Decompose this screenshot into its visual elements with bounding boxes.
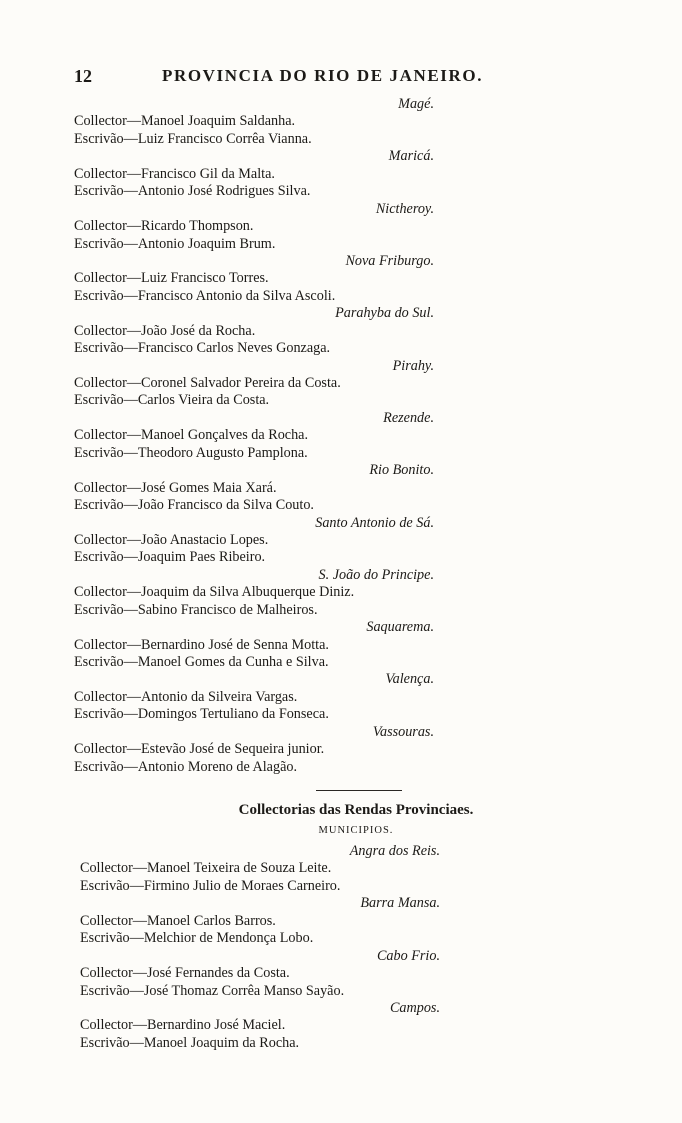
municipality-name: Saquarema.	[366, 619, 434, 636]
role-label: Escrivão	[80, 982, 130, 999]
section-title: Collectorias das Rendas Provinciaes.	[238, 802, 474, 818]
collector-line	[74, 218, 434, 235]
collector-line	[80, 965, 440, 982]
clerk-line	[74, 654, 434, 671]
dash-separator: —	[123, 392, 138, 409]
role-label: Collector	[80, 912, 133, 929]
role-label: Collector	[80, 965, 133, 982]
role-label: Escrivão	[80, 877, 130, 894]
municipality-name: Santo Antonio de Sá.	[315, 514, 434, 531]
person-name: José Thomaz Corrêa Manso Sayão.	[143, 982, 345, 999]
collectoria-entry	[74, 515, 434, 567]
municipality-name: S. João do Principe.	[318, 566, 434, 583]
dash-separator: —	[126, 427, 141, 444]
dash-separator: —	[123, 758, 138, 775]
person-name: Francisco Antonio da Silva Ascoli.	[137, 287, 336, 304]
clerk-line	[74, 340, 434, 357]
collectoria-entry	[74, 567, 434, 619]
person-name: Carlos Vieira da Costa.	[137, 392, 270, 409]
person-name: Manoel Gonçalves da Rocha.	[140, 427, 309, 444]
collector-line	[74, 166, 434, 183]
person-name: Theodoro Augusto Pamplona.	[137, 444, 308, 461]
dash-separator: —	[126, 270, 141, 287]
collectoria-entry	[80, 1000, 440, 1052]
person-name: José Fernandes da Costa.	[146, 965, 290, 982]
clerk-line	[74, 183, 434, 200]
role-label: Escrivão	[74, 497, 124, 514]
person-name: Francisco Gil da Malta.	[140, 165, 275, 182]
role-label: Collector	[74, 322, 127, 339]
clerk-line	[74, 602, 434, 619]
role-label: Escrivão	[74, 706, 124, 723]
collectoria-entry	[74, 148, 434, 200]
page-number: 12	[74, 66, 92, 86]
dash-separator: —	[129, 877, 144, 894]
role-label: Collector	[74, 427, 127, 444]
person-name: Bernardino José Maciel.	[146, 1017, 286, 1034]
clerk-line	[74, 131, 434, 148]
role-label: Collector	[74, 479, 127, 496]
collector-line	[80, 860, 440, 877]
dash-separator: —	[123, 183, 138, 200]
section-divider	[316, 790, 402, 791]
person-name: Melchior de Mendonça Lobo.	[143, 930, 314, 947]
municipality-name: Campos.	[389, 999, 440, 1016]
person-name: Manoel Joaquim Saldanha.	[140, 113, 296, 130]
role-label: Escrivão	[74, 235, 124, 252]
clerk-line	[80, 878, 440, 895]
role-label: Collector	[74, 741, 127, 758]
role-label: Escrivão	[74, 654, 124, 670]
person-name: Manoel Gomes da Cunha e Silva.	[137, 654, 329, 670]
person-name: Bernardino José de Senna Motta.	[140, 636, 329, 653]
person-name: Coronel Salvador Pereira da Costa.	[140, 375, 341, 391]
municipality-name: Vassouras.	[372, 723, 434, 740]
municipality-name: Nova Friburgo.	[345, 252, 434, 269]
clerk-line	[74, 288, 434, 305]
dash-separator: —	[126, 113, 141, 130]
dash-separator: —	[123, 654, 138, 670]
person-name: Joaquim da Silva Albuquerque Diniz.	[140, 584, 355, 601]
role-label: Escrivão	[74, 340, 124, 357]
collector-line	[74, 689, 434, 706]
collector-line	[74, 637, 434, 654]
role-label: Collector	[74, 113, 127, 130]
role-label: Escrivão	[74, 183, 124, 200]
dash-separator: —	[126, 636, 141, 653]
dash-separator: —	[129, 1034, 144, 1051]
dash-separator: —	[132, 1017, 147, 1034]
role-label: Escrivão	[80, 1034, 130, 1051]
person-name: Antonio Moreno de Alagão.	[137, 758, 298, 775]
person-name: José Gomes Maia Xará.	[140, 479, 277, 496]
dash-separator: —	[126, 375, 141, 391]
municipality-name: Rezende.	[383, 409, 434, 426]
clerk-line	[80, 983, 440, 1000]
dash-separator: —	[126, 479, 141, 496]
collector-line	[74, 480, 434, 497]
person-name: Manoel Carlos Barros.	[146, 912, 276, 929]
role-label: Collector	[74, 375, 127, 391]
clerk-line	[74, 392, 434, 409]
person-name: Manoel Teixeira de Souza Leite.	[146, 860, 332, 877]
collector-line	[74, 741, 434, 758]
collectoria-entry	[74, 201, 434, 253]
municipality-name: Cabo Frio.	[376, 947, 440, 964]
subheading-municipios: MUNICIPIOS.	[318, 825, 394, 836]
municipality-name: Magé.	[398, 96, 434, 112]
role-label: Collector	[74, 531, 127, 548]
role-label: Escrivão	[74, 392, 124, 409]
person-name: João José da Rocha.	[140, 322, 256, 339]
role-label: Escrivão	[74, 758, 124, 775]
page-header	[0, 66, 682, 92]
role-label: Collector	[74, 270, 127, 287]
municipality-name: Parahyba do Sul.	[335, 305, 434, 322]
person-name: Francisco Carlos Neves Gonzaga.	[137, 340, 331, 357]
dash-separator: —	[126, 218, 141, 235]
role-label: Escrivão	[80, 930, 130, 947]
dash-separator: —	[129, 982, 144, 999]
dash-separator: —	[123, 444, 138, 461]
collectoria-entry	[74, 724, 434, 776]
person-name: Luiz Francisco Torres.	[140, 270, 269, 287]
municipality-name: Angra dos Reis.	[349, 843, 440, 859]
municipality-name: Mariсá.	[388, 148, 434, 165]
collectoria-entry	[74, 253, 434, 305]
clerk-line	[74, 706, 434, 723]
collectorias-list-1	[74, 96, 434, 776]
dash-separator: —	[123, 706, 138, 723]
dash-separator: —	[132, 965, 147, 982]
clerk-line	[74, 549, 434, 566]
dash-separator: —	[123, 287, 138, 304]
role-label: Escrivão	[74, 287, 124, 304]
collectoria-entry	[74, 671, 434, 723]
collector-line	[74, 323, 434, 340]
clerk-line	[74, 759, 434, 776]
person-name: Joaquim Paes Ribeiro.	[137, 549, 266, 566]
dash-separator: —	[132, 860, 147, 877]
dash-separator: —	[123, 497, 138, 514]
clerk-line	[74, 445, 434, 462]
role-label: Escrivão	[74, 444, 124, 461]
collector-line	[74, 375, 434, 392]
person-name: Antonio José Rodrigues Silva.	[137, 183, 311, 200]
dash-separator: —	[132, 912, 147, 929]
role-label: Collector	[80, 860, 133, 877]
collector-line	[74, 113, 434, 130]
person-name: Antonio da Silveira Vargas.	[140, 688, 298, 705]
person-name: Domingos Tertuliano da Fonseca.	[137, 706, 329, 723]
collector-line	[74, 427, 434, 444]
municipality-name: Barra Mansa.	[360, 895, 440, 912]
person-name: Estevão José de Sequeira junior.	[140, 741, 325, 758]
dash-separator: —	[126, 688, 141, 705]
clerk-line	[74, 497, 434, 514]
role-label: Collector	[74, 584, 127, 601]
collectoria-entry	[80, 948, 440, 1000]
role-label: Escrivão	[74, 130, 124, 147]
dash-separator: —	[126, 322, 141, 339]
dash-separator: —	[126, 584, 141, 601]
running-title: PROVINCIA DO RIO DE JANEIRO.	[162, 66, 484, 85]
dash-separator: —	[123, 340, 138, 357]
person-name: Ricardo Thompson.	[140, 218, 254, 235]
dash-separator: —	[123, 601, 138, 618]
municipality-name: Pirahy.	[392, 357, 434, 374]
dash-separator: —	[126, 531, 141, 548]
collectorias-list-2	[80, 843, 440, 1052]
collectoria-entry	[74, 619, 434, 671]
collectoria-entry	[74, 96, 434, 148]
dash-separator: —	[123, 549, 138, 566]
collector-line	[80, 913, 440, 930]
clerk-line	[80, 1035, 440, 1052]
dash-separator: —	[126, 165, 141, 182]
collector-line	[74, 270, 434, 287]
person-name: Sabino Francisco de Malheiros.	[137, 601, 318, 618]
person-name: Firmino Julio de Moraes Carneiro.	[143, 877, 341, 894]
person-name: João Anastacio Lopes.	[140, 531, 269, 548]
municipality-name: Nictheroy.	[375, 200, 434, 217]
collectoria-entry	[74, 358, 434, 410]
collector-line	[74, 584, 434, 601]
dash-separator: —	[123, 235, 138, 252]
municipality-name: Rio Bonito.	[369, 462, 434, 479]
collectoria-entry	[74, 410, 434, 462]
role-label: Collector	[74, 688, 127, 705]
dash-separator: —	[123, 130, 138, 147]
role-label: Collector	[74, 165, 127, 182]
person-name: Manoel Joaquim da Rocha.	[143, 1034, 300, 1051]
collectoria-entry	[80, 843, 440, 895]
person-name: Luiz Francisco Corrêa Vianna.	[137, 130, 312, 147]
collector-line	[80, 1017, 440, 1034]
role-label: Collector	[74, 218, 127, 235]
clerk-line	[74, 236, 434, 253]
role-label: Collector	[80, 1017, 133, 1034]
role-label: Escrivão	[74, 601, 124, 618]
role-label: Collector	[74, 636, 127, 653]
collector-line	[74, 532, 434, 549]
person-name: João Francisco da Silva Couto.	[137, 497, 314, 514]
role-label: Escrivão	[74, 549, 124, 566]
collectoria-entry	[80, 895, 440, 947]
collectoria-entry	[74, 305, 434, 357]
clerk-line	[80, 930, 440, 947]
dash-separator: —	[126, 741, 141, 758]
dash-separator: —	[129, 930, 144, 947]
municipality-name: Valença.	[385, 671, 434, 688]
collectoria-entry	[74, 462, 434, 514]
person-name: Antonio Joaquim Brum.	[137, 235, 276, 252]
